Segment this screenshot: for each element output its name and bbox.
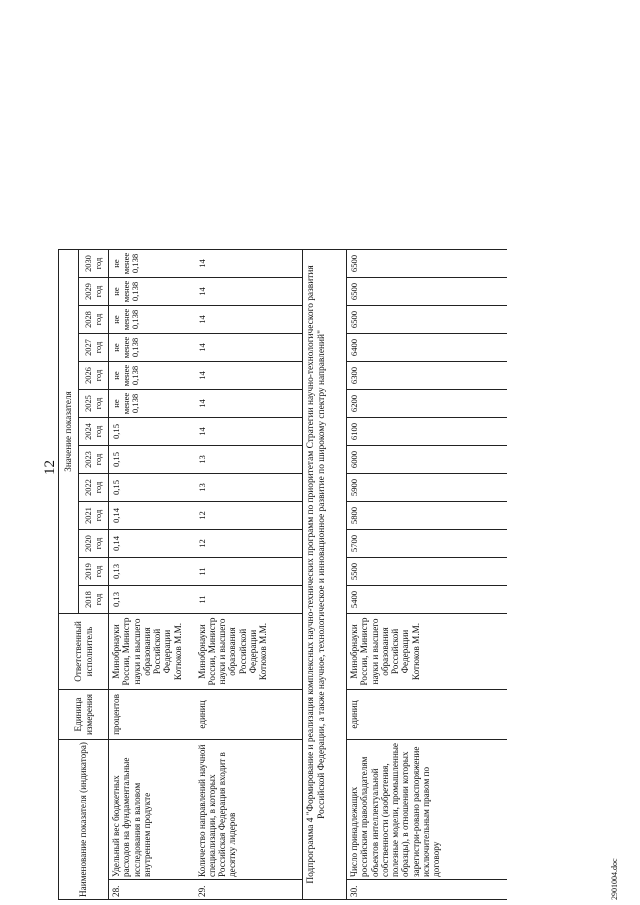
- value-cell: не менее 0,138: [109, 278, 195, 306]
- indicator-name: Удельный вес бюджетных расходов на фундаментальные исследования в валовом внутреннем продукте: [109, 740, 195, 880]
- value-cell: 12: [195, 502, 303, 530]
- indicator-name: Количество направлений научной специализации, в которых Российская Федерация входит в десятку лидеров: [195, 740, 303, 880]
- value-cell: 6000: [347, 446, 507, 474]
- value-cell: 0,15: [109, 446, 195, 474]
- table-row: [347, 250, 507, 900]
- value-cell: 6200: [347, 390, 507, 418]
- value-cell: 5400: [347, 586, 507, 614]
- header-year: 2018 год: [79, 586, 109, 614]
- value-cell: не менее 0,138: [109, 362, 195, 390]
- header-name: Наименование показателя (индикатора): [59, 740, 109, 900]
- value-cell: 14: [195, 278, 303, 306]
- value-cell: 0,14: [109, 502, 195, 530]
- header-year: 2022 год: [79, 474, 109, 502]
- value-cell: 14: [195, 306, 303, 334]
- value-cell: не менее 0,138: [109, 306, 195, 334]
- table-row: [109, 250, 195, 900]
- header-year: 2026 год: [79, 362, 109, 390]
- header-values: Значение показателя: [59, 250, 79, 614]
- value-cell: 14: [195, 250, 303, 278]
- value-cell: 12: [195, 530, 303, 558]
- value-cell: 6500: [347, 278, 507, 306]
- value-cell: 11: [195, 586, 303, 614]
- header-responsible: Ответственный исполнитель: [59, 614, 109, 690]
- value-cell: 11: [195, 558, 303, 586]
- value-cell: не менее 0,138: [109, 250, 195, 278]
- value-cell: 14: [195, 362, 303, 390]
- header-year: 2021 год: [79, 502, 109, 530]
- document-filename: 2901004.doc: [610, 858, 619, 900]
- value-cell: 5800: [347, 502, 507, 530]
- unit-cell: процентов: [109, 690, 195, 740]
- value-cell: 14: [195, 390, 303, 418]
- value-cell: 0,13: [109, 558, 195, 586]
- header-year: 2024 год: [79, 418, 109, 446]
- value-cell: не менее 0,138: [109, 390, 195, 418]
- value-cell: 0,15: [109, 418, 195, 446]
- value-cell: 6100: [347, 418, 507, 446]
- value-cell: 6400: [347, 334, 507, 362]
- page-number: 12: [42, 460, 58, 475]
- unit-cell: единиц: [195, 690, 303, 740]
- header-year: 2029 год: [79, 278, 109, 306]
- unit-cell: единиц: [347, 690, 507, 740]
- indicator-name: Число принадлежащих российским правообладателям объектов интеллектуальной собственности (изобретения, полезные модели, промышленные образцы), в отношении которых зарегистри-ровано распоряжение исключительным правом по договору: [347, 740, 507, 880]
- value-cell: 13: [195, 474, 303, 502]
- value-cell: 5900: [347, 474, 507, 502]
- value-cell: 5700: [347, 530, 507, 558]
- value-cell: 6500: [347, 306, 507, 334]
- value-cell: 5500: [347, 558, 507, 586]
- header-year: 2027 год: [79, 334, 109, 362]
- value-cell: 14: [195, 418, 303, 446]
- value-cell: 0,13: [109, 586, 195, 614]
- row-number: 28.: [109, 880, 195, 900]
- row-number: 29.: [195, 880, 303, 900]
- responsible-cell: Минобрнауки России, Министр науки и высшего образования Российской Федерации Котюков М.М.: [347, 614, 507, 690]
- header-year: 2028 год: [79, 306, 109, 334]
- header-year: 2019 год: [79, 558, 109, 586]
- value-cell: 6300: [347, 362, 507, 390]
- indicator-table: [58, 249, 507, 900]
- responsible-cell: Минобрнауки России, Министр науки и высшего образования Российской Федерации Котюков М.М.: [109, 614, 195, 690]
- subprogram-title: Подпрограмма 4 "Формирование и реализация комплексных научно-технических программ по приоритетам Стратегии научно-технологического развития Российской Федерации, а также научное, технологическое и инновационное развитие по широкому спектру направлений": [303, 250, 347, 900]
- value-cell: не менее 0,138: [109, 334, 195, 362]
- value-cell: 6500: [347, 250, 507, 278]
- row-number: 30.: [347, 880, 507, 900]
- subprogram-row: [303, 250, 347, 900]
- value-cell: 0,14: [109, 530, 195, 558]
- header-year: 2030 год: [79, 250, 109, 278]
- value-cell: 14: [195, 334, 303, 362]
- header-year: 2023 год: [79, 446, 109, 474]
- value-cell: 13: [195, 446, 303, 474]
- value-cell: 0,15: [109, 474, 195, 502]
- header-unit: Единица измерения: [59, 690, 109, 740]
- header-year: 2025 год: [79, 390, 109, 418]
- table-row: [195, 250, 303, 900]
- header-year: 2020 год: [79, 530, 109, 558]
- responsible-cell: Минобрнауки России, Министр науки и высшего образования Российской Федерации Котюков М.М.: [195, 614, 303, 690]
